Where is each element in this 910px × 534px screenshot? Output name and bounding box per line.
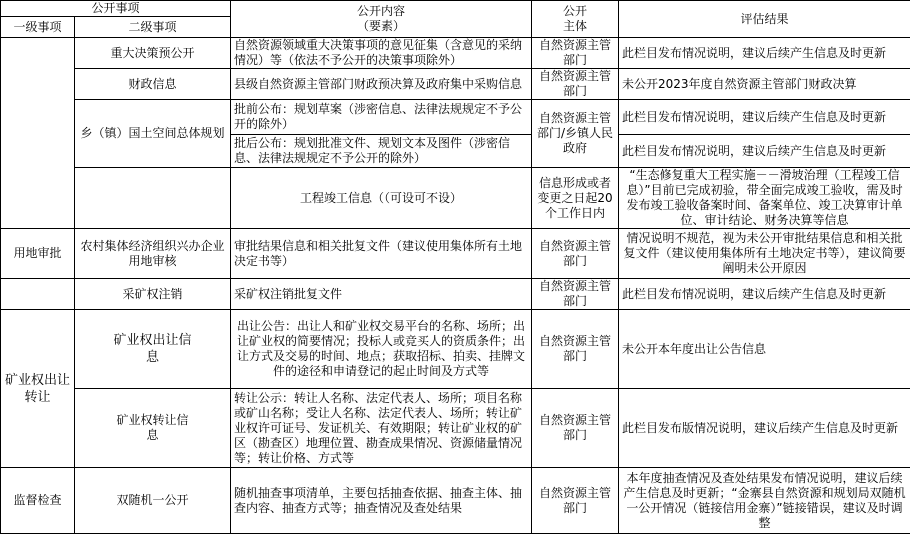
content-cell: 随机抽查事项清单，主要包括抽查依据、抽查主体、抽查内容、抽查方式等；抽查情况及查处结果: [231, 468, 532, 534]
result-cell: 此栏目发布情况说明，建议后续产生信息及时更新: [619, 38, 910, 69]
content-cell: 审批结果信息和相关批复文件（建议使用集体所有土地决定书等）: [231, 229, 532, 279]
content-cell: 自然资源领域重大决策事项的意见征集（含意见的采纳情况）等（依法不予公开的决策事项除外）: [231, 38, 532, 69]
subject-cell: 自然资源主管部门: [532, 38, 619, 69]
header-level2: 二级事项: [75, 17, 231, 38]
result-cell: 未公开2023年度自然资源主管部门财政决算: [619, 69, 910, 100]
level2-cell: 重大决策预公开: [75, 38, 231, 69]
header-subject: 公开 主体: [532, 1, 619, 38]
subject-cell: 自然资源主管部门/乡镇人民政府: [532, 100, 619, 168]
level2-cell: 乡（镇）国土空间总体规划: [75, 100, 231, 168]
result-cell: 本年度抽查情况及查处结果发布情况说明，建议后续产生信息及时更新；“金寨县自然资源和规划局双随机一公开情况（链接信用金寨）”链接错误，建议及时调整: [619, 468, 910, 534]
subject-cell: 自然资源主管部门: [532, 310, 619, 389]
subject-cell: 自然资源主管部门: [532, 279, 619, 310]
level1-cell: 矿业权出让转让: [1, 310, 75, 468]
level2-cell: 双随机一公开: [75, 468, 231, 534]
result-cell: 此栏目发布情况说明，建议后续产生信息及时更新: [619, 279, 910, 310]
level1-empty-cell: [1, 279, 75, 310]
content-cell: 转让公示：转让人名称、法定代表人、场所；项目名称或矿山名称；受让人名称、法定代表人、场所；转让矿业权许可证号、发证机关、有效期限；转让矿业权的矿区（勘查区）地理位置、勘查成果情况、资源储量情况等；转让价格、方式等: [231, 389, 532, 468]
result-cell: 此栏目发布情况说明，建议后续产生信息及时更新: [619, 100, 910, 135]
result-cell: “生态修复重大工程实施－－滑坡治理（工程竣工信息）”目前已完成初验，带全面完成竣工验收，需及时发布竣工验收备案时间、备案单位、竣工决算审计单位、审计结论、财务决算等信息: [619, 168, 910, 229]
level1-cell: 监督检查: [1, 468, 75, 534]
level2-cell: 农村集体经济组织兴办企业用地审核: [75, 229, 231, 279]
header-level1: 一级事项: [1, 17, 75, 38]
subject-cell: 信息形成或者变更之日起20个工作日内: [532, 168, 619, 229]
level2-cell: 矿业权出让信息: [75, 310, 231, 389]
header-content: 公开内容 （要素）: [231, 1, 532, 38]
subject-cell: 自然资源主管部门: [532, 468, 619, 534]
result-cell: 情况说明不规范，视为未公开审批结果信息和相关批复文件（建议使用集体所有土地决定书等），建议简要阐明未公开原因: [619, 229, 910, 279]
subject-cell: 自然资源主管部门: [532, 229, 619, 279]
result-cell: 此栏目发布情况说明，建议后续产生信息及时更新: [619, 135, 910, 168]
result-cell: 未公开本年度出让公告信息: [619, 310, 910, 389]
subject-cell: 自然资源主管部门: [532, 69, 619, 100]
content-cell: 采矿权注销批复文件: [231, 279, 532, 310]
result-cell: 此栏目发布版情况说明，建议后续产生信息及时更新: [619, 389, 910, 468]
level2-cell: 采矿权注销: [75, 279, 231, 310]
level1-empty-cell: [1, 38, 75, 229]
content-cell: 工程竣工信息（（可设可不设）: [231, 168, 532, 229]
content-cell: 县级自然资源主管部门财政预决算及政府集中采购信息: [231, 69, 532, 100]
content-cell: 出让公告：出让人和矿业权交易平台的名称、场所；出让矿业权的简要情况；投标人或竞买人的资质条件；出让方式及交易的时间、地点；获取招标、拍卖、挂牌文件的途径和申请登记的起止时间及方式等: [231, 310, 532, 389]
level2-cell: 财政信息: [75, 69, 231, 100]
level2-cell: 矿业权转让信息: [75, 389, 231, 468]
content-cell: 批前公布：规划草案（涉密信息、法律法规规定不予公开的除外）: [231, 100, 532, 135]
subject-cell: 自然资源主管部门: [532, 389, 619, 468]
header-result: 评估结果: [619, 1, 910, 38]
content-cell: 批后公布：规划批准文件、规划文本及图件（涉密信息、法律法规规定不予公开的除外）: [231, 135, 532, 168]
header-open-items: 公开事项: [1, 1, 231, 17]
level1-cell: 用地审批: [1, 229, 75, 279]
level2-empty-cell: [75, 168, 231, 229]
